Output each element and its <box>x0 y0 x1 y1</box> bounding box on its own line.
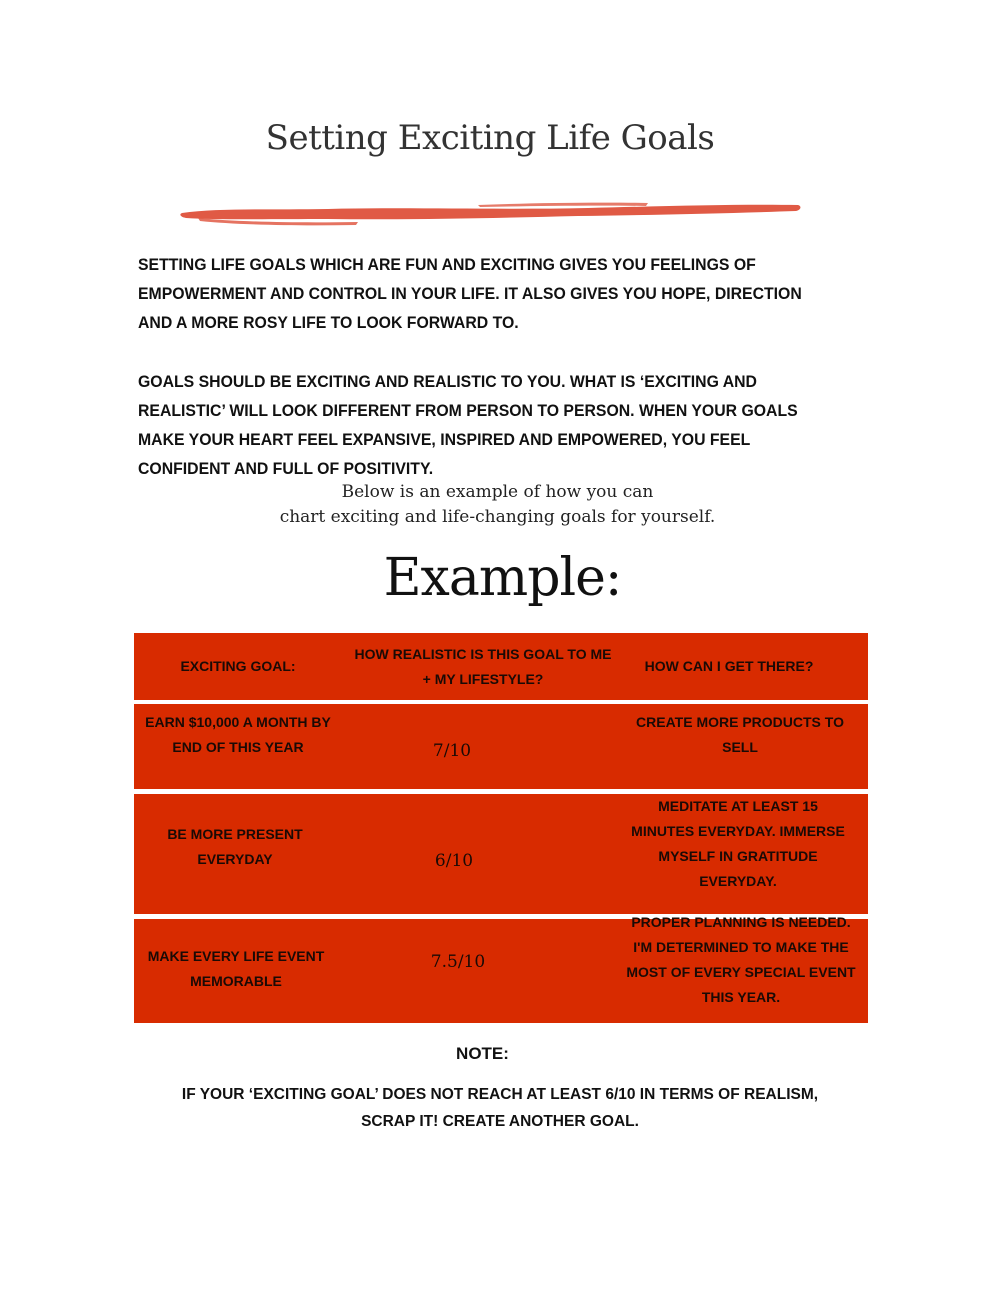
header-exciting-goal: EXCITING GOAL: <box>180 658 296 674</box>
row-goal: MAKE EVERY LIFE EVENT MEMORABLE <box>147 948 325 989</box>
row-goal: BE MORE PRESENT EVERYDAY <box>167 826 303 867</box>
example-description-line-1: Below is an example of how you can <box>341 482 654 502</box>
row-plan: CREATE MORE PRODUCTS TO SELL <box>636 714 844 755</box>
example-description <box>0 480 995 530</box>
example-description-line-2: chart exciting and life-changing goals for yourself. <box>279 507 716 527</box>
row-plan: MEDITATE AT LEAST 15 MINUTES EVERYDAY. IMMERSE MYSELF IN GRATITUDE EVERYDAY. <box>631 798 845 889</box>
table-row <box>134 794 868 914</box>
brush-stroke-divider <box>178 196 803 230</box>
note-text: IF YOUR ‘EXCITING GOAL’ DOES NOT REACH AT LEAST 6/10 IN TERMS OF REALISM, SCRAP IT! CREATE ANOTHER GOAL. <box>181 1086 819 1130</box>
table-row <box>134 914 868 1023</box>
row-realism-score: 6/10 <box>434 850 474 871</box>
intro-paragraph-1: SETTING LIFE GOALS WHICH ARE FUN AND EXCITING GIVES YOU FEELINGS OF EMPOWERMENT AND CONTROL IN YOUR LIFE. IT ALSO GIVES YOU HOPE, DIRECTION AND A MORE ROSY LIFE TO LOOK FORWARD TO. <box>138 255 802 332</box>
header-realism: HOW REALISTIC IS THIS GOAL TO ME + MY LIFESTYLE? <box>354 645 612 687</box>
row-goal: EARN $10,000 A MONTH BY END OF THIS YEAR <box>145 714 331 755</box>
header-how-to-get-there: HOW CAN I GET THERE? <box>644 658 814 674</box>
row-realism-score: 7.5/10 <box>430 951 486 972</box>
table-header-row <box>134 633 868 700</box>
table-row <box>134 704 868 789</box>
row-plan: PROPER PLANNING IS NEEDED. I'M DETERMINED TO MAKE THE MOST OF EVERY SPECIAL EVENT THIS YEAR. <box>626 914 856 1005</box>
page-title: Setting Exciting Life Goals <box>265 118 715 158</box>
intro-paragraph-2: GOALS SHOULD BE EXCITING AND REALISTIC TO YOU. WHAT IS ‘EXCITING AND REALISTIC’ WILL LOOK DIFFERENT FROM PERSON TO PERSON. WHEN YOUR GOALS MAKE YOUR HEART FEEL EXPANSIVE, INSPIRED AND EMPOWERED, YOU FEEL CONFIDENT AND FULL OF POSITIVITY. <box>138 372 798 478</box>
note-label: NOTE: <box>456 1044 509 1063</box>
row-realism-score: 7/10 <box>432 740 472 761</box>
example-heading: Example: <box>383 548 622 608</box>
